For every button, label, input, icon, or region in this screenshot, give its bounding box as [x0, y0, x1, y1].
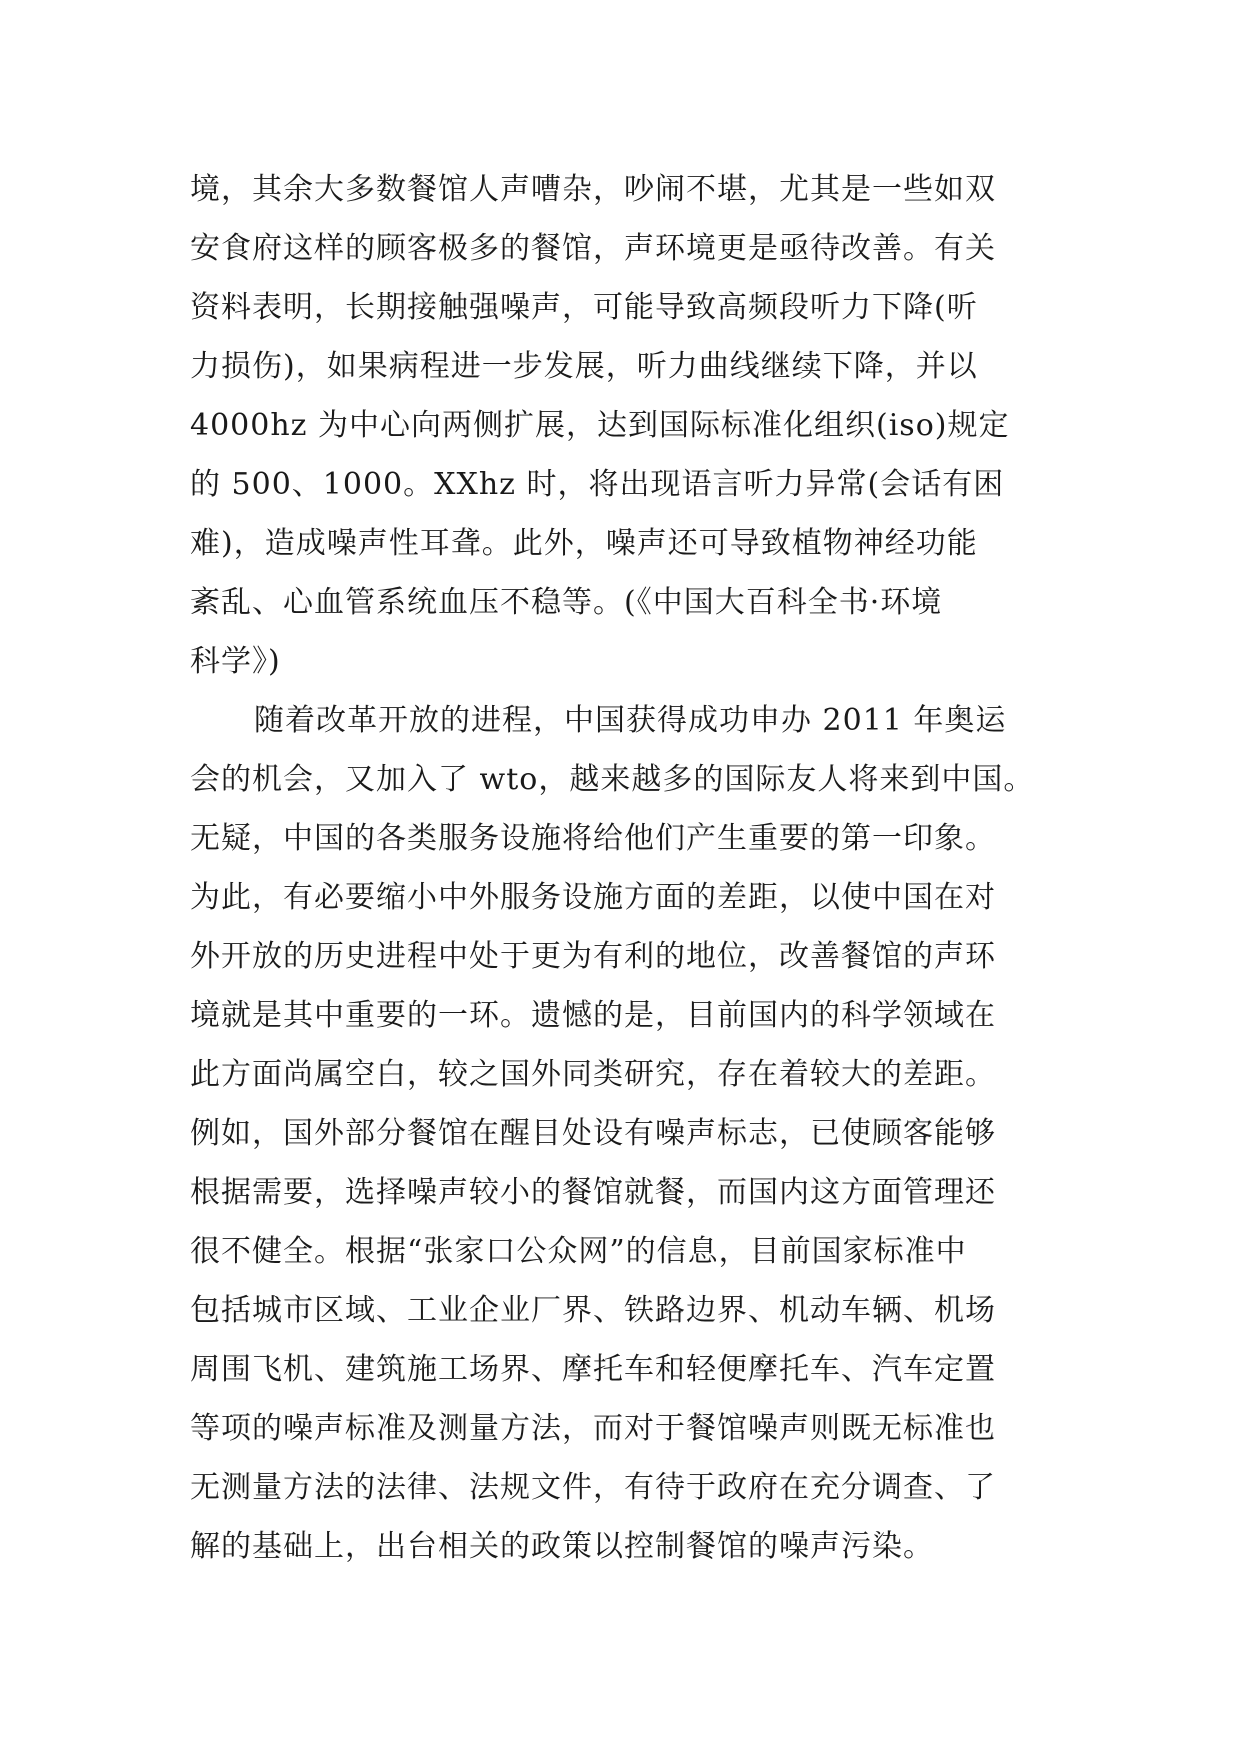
paragraph-1: [190, 160, 1070, 691]
body-text: [190, 160, 1070, 1576]
text-line: 力损伤)，如果病程进一步发展，听力曲线继续下降，并以: [190, 349, 978, 384]
text-line: 安食府这样的顾客极多的餐馆，声环境更是亟待改善。有关: [190, 231, 996, 266]
text-line: 很不健全。根据“张家口公众网”的信息，目前国家标准中: [190, 1234, 967, 1269]
paragraph-2: [190, 691, 1070, 1576]
text-line: 4000hz 为中心向两侧扩展，达到国际标准化组织(iso)规定: [190, 408, 1010, 443]
text-line: 的 500、1000。XXhz 时，将出现语言听力异常(会话有困: [190, 467, 1005, 502]
text-line: 解的基础上，出台相关的政策以控制餐馆的噪声污染。: [190, 1529, 934, 1564]
text-line: 紊乱、心血管系统血压不稳等。(《中国大百科全书·环境: [190, 585, 943, 620]
text-line: 等项的噪声标准及测量方法，而对于餐馆噪声则既无标准也: [190, 1411, 996, 1446]
text-line: 科学》): [190, 644, 281, 679]
text-line: 例如，国外部分餐馆在醒目处设有噪声标志，已使顾客能够: [190, 1116, 996, 1151]
text-line: 会的机会，又加入了 wto，越来越多的国际友人将来到中国。: [190, 762, 1035, 797]
text-line: 外开放的历史进程中处于更为有利的地位，改善餐馆的声环: [190, 939, 996, 974]
text-line: 周围飞机、建筑施工场界、摩托车和轻便摩托车、汽车定置: [190, 1352, 996, 1387]
text-line: 根据需要，选择噪声较小的餐馆就餐，而国内这方面管理还: [190, 1175, 996, 1210]
text-line: 难)，造成噪声性耳聋。此外，噪声还可导致植物神经功能: [190, 526, 978, 561]
text-line: 包括城市区域、工业企业厂界、铁路边界、机动车辆、机场: [190, 1293, 996, 1328]
text-line: 为此，有必要缩小中外服务设施方面的差距，以使中国在对: [190, 880, 996, 915]
text-line: 资料表明，长期接触强噪声，可能导致高频段听力下降(听: [190, 290, 978, 325]
text-line: 无疑，中国的各类服务设施将给他们产生重要的第一印象。: [190, 821, 996, 856]
text-line: 境就是其中重要的一环。遗憾的是，目前国内的科学领域在: [190, 998, 996, 1033]
text-line: 此方面尚属空白，较之国外同类研究，存在着较大的差距。: [190, 1057, 996, 1092]
text-line: 境，其余大多数餐馆人声嘈杂，吵闹不堪，尤其是一些如双: [190, 172, 996, 207]
text-line: 随着改革开放的进程，中国获得成功申办 2011 年奥运: [254, 703, 1007, 738]
text-line: 无测量方法的法律、法规文件，有待于政府在充分调查、了: [190, 1470, 996, 1505]
